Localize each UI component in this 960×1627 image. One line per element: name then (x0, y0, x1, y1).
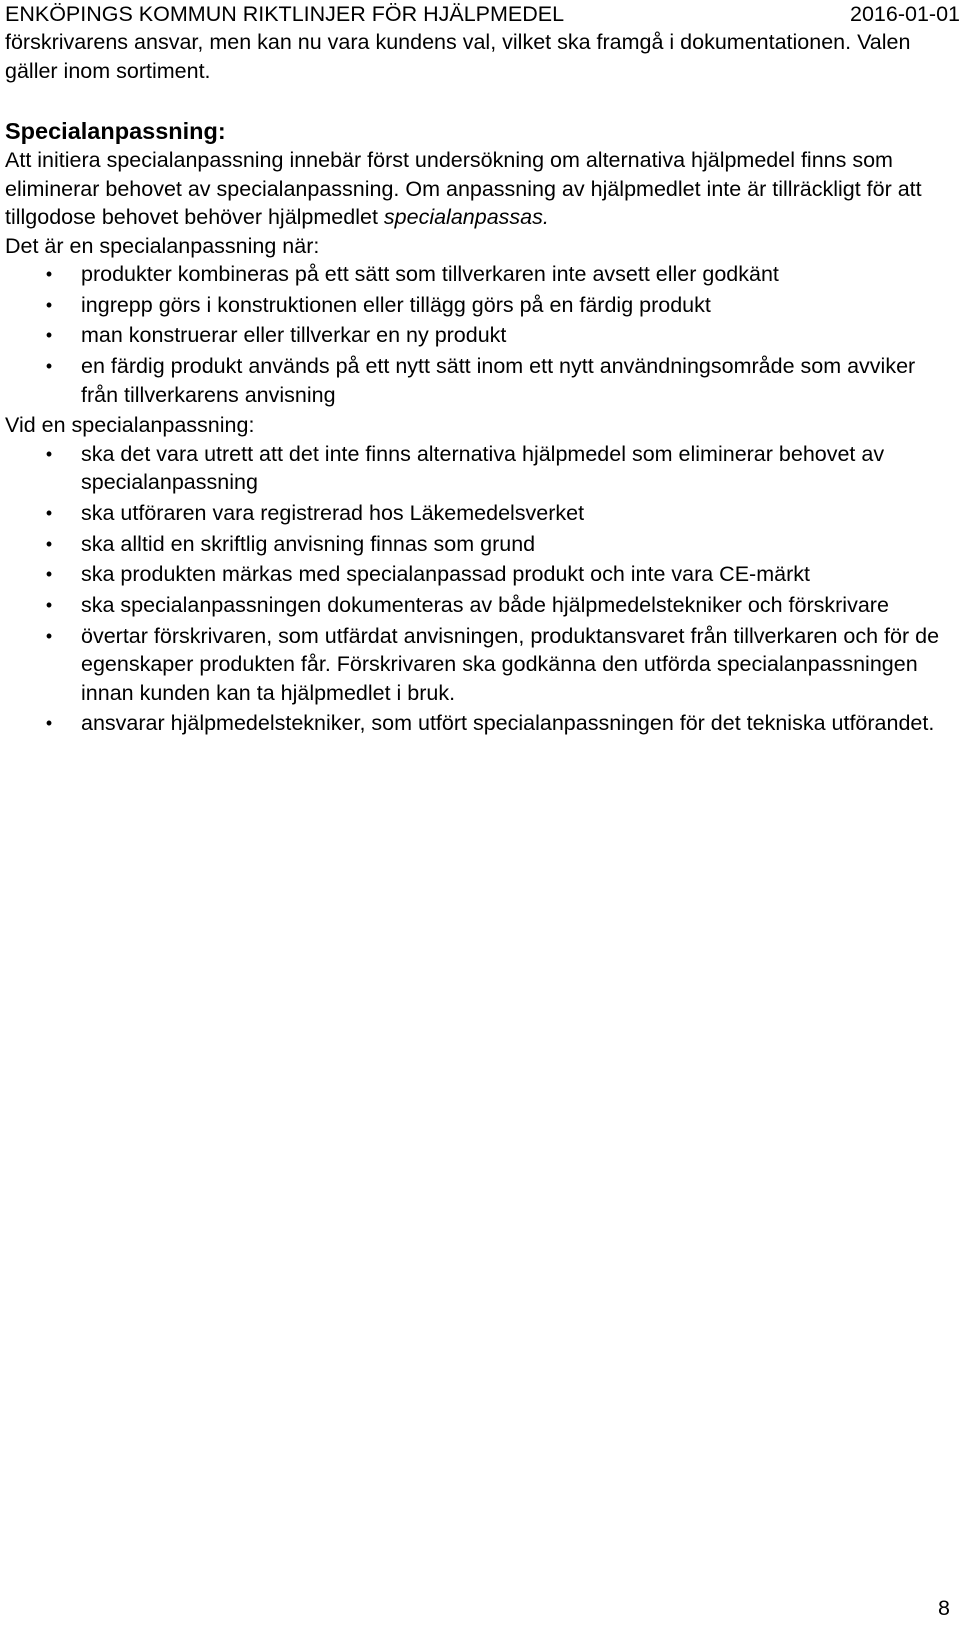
list-item (5, 321, 957, 350)
header-title: ENKÖPINGS KOMMUN RIKTLINJER FÖR HJÄLPMEDEL (5, 2, 565, 26)
bullet-icon: • (45, 564, 53, 585)
list2 (5, 440, 957, 738)
list-item-text: ansvarar hjälpmedelstekniker, som utfört specialanpassningen för det tekniska utförandet. (81, 711, 935, 736)
bullet-icon: • (45, 325, 53, 346)
section-paragraph-text: Att initiera specialanpassning innebär först undersökning om alternativa hjälpmedel finns som eliminerar behovet av specialanpassning. Om anpassning av hjälpmedlet inte är tillräckligt för att tillgodose behovet behöver hjälpmedlet (5, 148, 922, 229)
list-item (5, 709, 957, 738)
bullet-icon: • (45, 356, 53, 377)
bullet-icon: • (45, 713, 53, 734)
bullet-icon: • (45, 595, 53, 615)
bullet-icon: • (45, 625, 53, 646)
list-item-text: produkter kombineras på ett sätt som tillverkaren inte avsett eller godkänt (81, 262, 779, 286)
list1 (5, 260, 957, 409)
list-item-text: ska specialanpassningen dokumenteras av både hjälpmedelstekniker och förskrivare (81, 593, 889, 617)
list2-intro: Vid en specialanpassning: (5, 413, 255, 438)
list-item-text: man konstruerar eller tillverkar en ny produkt (81, 323, 507, 348)
document-body (5, 28, 957, 740)
list-item (5, 560, 957, 589)
list-item-text: ska alltid en skriftlig anvisning finnas som grund (81, 531, 536, 556)
list-item (5, 352, 957, 409)
section-paragraph (5, 146, 957, 232)
bullet-icon: • (45, 502, 53, 523)
bullet-icon: • (45, 294, 53, 315)
list-item (5, 291, 957, 320)
list-item-text: ingrepp görs i konstruktionen eller tillägg görs på en färdig produkt (81, 292, 711, 317)
header-date: 2016-01-01 (850, 2, 960, 26)
section-heading: Specialanpassning: (5, 118, 226, 144)
bullet-icon: • (45, 443, 53, 464)
list-item-text: en färdig produkt används på ett nytt sätt inom ett nytt användningsområde som avviker från tillverkarens anvisning (81, 354, 916, 407)
intro-paragraph: förskrivarens ansvar, men kan nu vara kundens val, vilket ska framgå i dokumentationen. Valen gäller inom sortiment. (5, 30, 911, 83)
list-item-text: ska det vara utrett att det inte finns alternativa hjälpmedel som eliminerar behovet av specialanpassning (81, 441, 885, 495)
list1-intro: Det är en specialanpassning när: (5, 233, 320, 258)
list-item (5, 530, 957, 559)
list-item (5, 622, 957, 708)
list-item-text: övertar förskrivaren, som utfärdat anvisningen, produktansvaret från tillverkaren och för de egenskaper produkten får. Förskrivaren ska godkänna den utförda specialanpassningen innan kunden kan ta hjälpmedlet i bruk. (81, 623, 940, 705)
list-item (5, 499, 957, 528)
list-item-text: ska utföraren vara registrerad hos Läkemedelsverket (81, 500, 585, 525)
bullet-icon: • (45, 533, 53, 554)
section-paragraph-emphasis: specialanpassas. (383, 205, 549, 229)
list-item (5, 440, 957, 497)
list-item (5, 591, 957, 620)
page-number: 8 (938, 1596, 950, 1620)
bullet-icon: • (45, 264, 53, 284)
list-item-text: ska produkten märkas med specialanpassad produkt och inte vara CE-märkt (81, 562, 810, 587)
list-item (5, 260, 957, 289)
page-header (5, 0, 960, 28)
